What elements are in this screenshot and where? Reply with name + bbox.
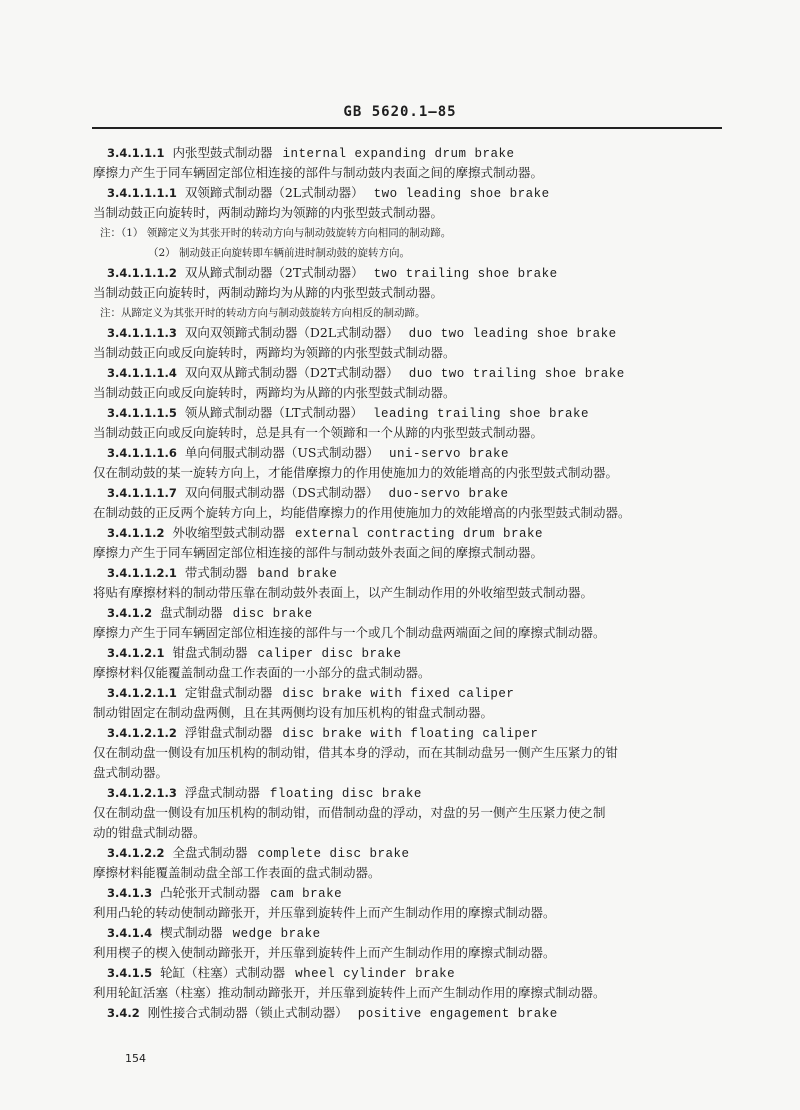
- clause-number: 3.4.1.2.2: [107, 846, 165, 860]
- term-english: band brake: [257, 567, 338, 581]
- term-heading: [107, 924, 321, 943]
- clause-number: 3.4.1.1.1.6: [107, 446, 177, 460]
- standard-header: GB 5620.1—85: [343, 104, 457, 120]
- term-english: disc brake: [232, 607, 313, 621]
- term-english: wheel cylinder brake: [295, 967, 456, 981]
- term-english: external contracting drum brake: [295, 527, 544, 541]
- term-heading: [107, 444, 509, 463]
- clause-number: 3.4.1.1.1.2: [107, 266, 177, 280]
- clause-number: 3.4.1.1.1.7: [107, 486, 177, 500]
- term-english: two trailing shoe brake: [373, 267, 558, 281]
- note-line: 注：从蹄定义为其张开时的转动方向与制动鼓旋转方向相反的制动蹄。: [100, 307, 426, 319]
- definition-line: 摩擦材料能覆盖制动盘全部工作表面的盘式制动器。: [93, 865, 381, 880]
- definition-line: 仅在制动盘一侧设有加压机构的制动钳，借其本身的浮动，而在其制动盘另一侧产生压紧力的钳: [93, 745, 619, 760]
- term-heading: [107, 844, 410, 863]
- term-chinese: 浮钳盘式制动器: [184, 725, 273, 740]
- term-english: complete disc brake: [257, 847, 410, 861]
- term-heading: [107, 604, 313, 623]
- term-english: caliper disc brake: [257, 647, 402, 661]
- term-english: internal expanding drum brake: [282, 147, 515, 161]
- definition-line: 利用轮缸活塞（柱塞）推动制动蹄张开，并压靠到旋转件上而产生制动作用的摩擦式制动器。: [93, 985, 606, 1000]
- clause-number: 3.4.1.1.1.4: [107, 366, 177, 380]
- definition-line: 制动钳固定在制动盘两侧，且在其两侧均设有加压机构的钳盘式制动器。: [93, 705, 494, 720]
- clause-number: 3.4.1.2.1: [107, 646, 165, 660]
- term-english: positive engagement brake: [357, 1007, 558, 1021]
- term-chinese: 双向伺服式制动器（DS式制动器）: [184, 485, 379, 500]
- term-heading: [107, 524, 543, 543]
- term-chinese: 带式制动器: [184, 565, 248, 580]
- clause-number: 3.4.1.1.1.5: [107, 406, 177, 420]
- term-chinese: 双从蹄式制动器（2T式制动器）: [184, 265, 364, 280]
- definition-line: 当制动鼓正向或反向旋转时，两蹄均为从蹄的内张型鼓式制动器。: [93, 385, 456, 400]
- term-chinese: 盘式制动器: [160, 605, 223, 620]
- term-chinese: 领从蹄式制动器（LT式制动器）: [184, 405, 363, 420]
- term-heading: [107, 184, 550, 203]
- term-english: duo two leading shoe brake: [408, 327, 617, 341]
- definition-line: 仅在制动盘一侧设有加压机构的制动钳，而借制动盘的浮动，对盘的另一侧产生压紧力使之制: [93, 805, 606, 820]
- term-chinese: 刚性接合式制动器（锁止式制动器）: [147, 1005, 348, 1020]
- term-heading: [107, 684, 514, 703]
- clause-number: 3.4.1.1.2.1: [107, 566, 177, 580]
- term-heading: [107, 884, 342, 903]
- header-rule: [92, 127, 722, 129]
- definition-line: 当制动鼓正向或反向旋转时，两蹄均为领蹄的内张型鼓式制动器。: [93, 345, 456, 360]
- term-chinese: 双向双领蹄式制动器（D2L式制动器）: [184, 325, 399, 340]
- term-heading: [107, 484, 508, 503]
- definition-line: 当制动鼓正向旋转时，两制动蹄均为从蹄的内张型鼓式制动器。: [93, 285, 444, 300]
- term-chinese: 全盘式制动器: [172, 845, 248, 860]
- term-english: floating disc brake: [269, 787, 422, 801]
- term-english: wedge brake: [232, 927, 321, 941]
- term-heading: [107, 264, 558, 283]
- term-english: duo-servo brake: [388, 487, 509, 501]
- clause-number: 3.4.1.1.1.3: [107, 326, 177, 340]
- term-chinese: 楔式制动器: [160, 925, 223, 940]
- term-chinese: 内张型鼓式制动器: [172, 145, 273, 160]
- term-heading: [107, 144, 515, 163]
- term-chinese: 单向伺服式制动器（US式制动器）: [184, 445, 379, 460]
- definition-line: 摩擦材料仅能覆盖制动盘工作表面的一小部分的盘式制动器。: [93, 665, 431, 680]
- definition-line: 利用凸轮的转动使制动蹄张开，并压靠到旋转件上而产生制动作用的摩擦式制动器。: [93, 905, 556, 920]
- term-chinese: 凸轮张开式制动器: [160, 885, 261, 900]
- clause-number: 3.4.1.1.1.1: [107, 186, 177, 200]
- definition-line: 当制动鼓正向或反向旋转时，总是具有一个领蹄和一个从蹄的内张型鼓式制动器。: [93, 425, 544, 440]
- definition-line: 摩擦力产生于同车辆固定部位相连接的部件与制动鼓外表面之间的摩擦式制动器。: [93, 545, 544, 560]
- term-heading: [107, 364, 625, 383]
- clause-number: 3.4.2: [107, 1006, 140, 1020]
- definition-line: 当制动鼓正向旋转时，两制动蹄均为领蹄的内张型鼓式制动器。: [93, 205, 444, 220]
- term-english: uni-servo brake: [388, 447, 509, 461]
- definition-line: 仅在制动鼓的某一旋转方向上，才能借摩擦力的作用使施加力的效能增高的内张型鼓式制动器。: [93, 465, 619, 480]
- term-english: disc brake with floating caliper: [282, 727, 539, 741]
- term-heading: [107, 724, 538, 743]
- term-heading: [107, 404, 589, 423]
- definition-line: 盘式制动器。: [93, 765, 169, 780]
- clause-number: 3.4.1.2.1.3: [107, 786, 177, 800]
- term-chinese: 钳盘式制动器: [172, 645, 248, 660]
- definition-line: 利用楔子的楔入使制动蹄张开，并压靠到旋转件上而产生制动作用的摩擦式制动器。: [93, 945, 556, 960]
- term-chinese: 浮盘式制动器: [184, 785, 260, 800]
- term-heading: [107, 964, 455, 983]
- term-heading: [107, 324, 617, 343]
- term-heading: [107, 644, 402, 663]
- note-line: 注：（1） 领蹄定义为其张开时的转动方向与制动鼓旋转方向相同的制动蹄。: [100, 227, 452, 239]
- page-number: 154: [125, 1052, 146, 1065]
- clause-number: 3.4.1.3: [107, 886, 153, 900]
- term-english: disc brake with fixed caliper: [282, 687, 515, 701]
- clause-number: 3.4.1.1.1: [107, 146, 165, 160]
- note-line: （2） 制动鼓正向旋转即车辆前进时制动鼓的旋转方向。: [148, 247, 411, 259]
- clause-number: 3.4.1.2.1.2: [107, 726, 177, 740]
- clause-number: 3.4.1.2.1.1: [107, 686, 177, 700]
- clause-number: 3.4.1.1.2: [107, 526, 165, 540]
- term-english: two leading shoe brake: [373, 187, 550, 201]
- term-english: leading trailing shoe brake: [372, 407, 590, 421]
- term-heading: [107, 564, 337, 583]
- term-chinese: 双向双从蹄式制动器（D2T式制动器）: [184, 365, 399, 380]
- definition-line: 在制动鼓的正反两个旋转方向上，均能借摩擦力的作用使施加力的效能增高的内张型鼓式制动器。: [93, 505, 631, 520]
- term-chinese: 外收缩型鼓式制动器: [172, 525, 285, 540]
- term-chinese: 轮缸（柱塞）式制动器: [160, 965, 286, 980]
- term-heading: [107, 1004, 558, 1023]
- clause-number: 3.4.1.4: [107, 926, 153, 940]
- definition-line: 将贴有摩擦材料的制动带压靠在制动鼓外表面上，以产生制动作用的外收缩型鼓式制动器。: [93, 585, 594, 600]
- definition-line: 摩擦力产生于同车辆固定部位相连接的部件与一个或几个制动盘两端面之间的摩擦式制动器。: [93, 625, 606, 640]
- definition-line: 摩擦力产生于同车辆固定部位相连接的部件与制动鼓内表面之间的摩擦式制动器。: [93, 165, 544, 180]
- term-english: cam brake: [270, 887, 343, 901]
- term-english: duo two trailing shoe brake: [408, 367, 625, 381]
- clause-number: 3.4.1.2: [107, 606, 153, 620]
- definition-line: 动的钳盘式制动器。: [93, 825, 206, 840]
- term-chinese: 定钳盘式制动器: [184, 685, 273, 700]
- clause-number: 3.4.1.5: [107, 966, 153, 980]
- term-heading: [107, 784, 422, 803]
- term-chinese: 双领蹄式制动器（2L式制动器）: [184, 185, 364, 200]
